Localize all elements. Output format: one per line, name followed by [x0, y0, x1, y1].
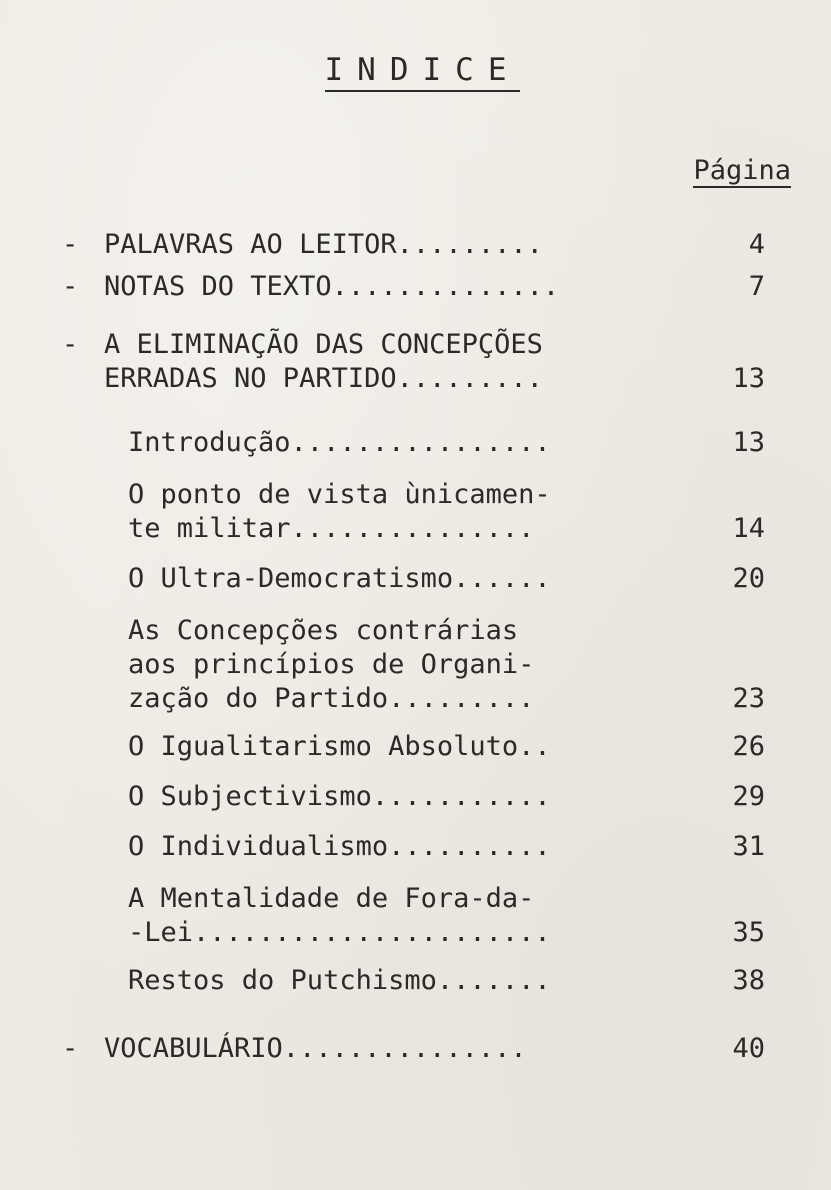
- toc-entry-label: zação do Partido.........: [128, 683, 535, 714]
- toc-entry-label: A ELIMINAÇÃO DAS CONCEPÇÕES: [104, 329, 543, 360]
- toc-entry-label: O ponto de vista ùnicamen-: [128, 479, 551, 510]
- toc-entry-label: PALAVRAS AO LEITOR.........: [104, 229, 543, 260]
- toc-entry-label: -Lei......................: [128, 917, 551, 948]
- toc-entry-page-number: 29: [732, 781, 765, 812]
- toc-entry-label: Restos do Putchismo.......: [128, 965, 551, 996]
- toc-entry-page-number: 20: [732, 563, 765, 594]
- toc-entry-dash: -: [62, 271, 79, 302]
- toc-entry-page-number: 7: [748, 271, 765, 302]
- toc-entry-label: O Ultra-Democratismo......: [128, 563, 551, 594]
- toc-entry-page-number: 40: [732, 1033, 765, 1064]
- toc-entry-label: As Concepções contrárias: [128, 615, 519, 646]
- toc-entry-page-number: 13: [732, 427, 765, 458]
- page-column-header: Página: [693, 155, 791, 186]
- toc-entry-label: O Individualismo..........: [128, 831, 551, 862]
- toc-entry-label: ERRADAS NO PARTIDO.........: [104, 363, 543, 394]
- toc-entry-page-number: 35: [732, 917, 765, 948]
- toc-entry-label: VOCABULÁRIO...............: [104, 1033, 527, 1064]
- toc-entry-page-number: 38: [732, 965, 765, 996]
- index-title: INDICE: [0, 52, 831, 88]
- toc-entry-dash: -: [62, 1033, 79, 1064]
- toc-entry-label: te militar...............: [128, 513, 535, 544]
- toc-entry-label: Introdução................: [128, 427, 551, 458]
- toc-entry-page-number: 13: [732, 363, 765, 394]
- toc-entry-page-number: 23: [732, 683, 765, 714]
- toc-entry-label: A Mentalidade de Fora-da-: [128, 883, 535, 914]
- toc-entry-page-number: 31: [732, 831, 765, 862]
- toc-entry-page-number: 4: [748, 229, 765, 260]
- toc-entry-label: O Subjectivismo...........: [128, 781, 551, 812]
- toc-entry-page-number: 26: [732, 731, 765, 762]
- toc-entry-label: O Igualitarismo Absoluto..: [128, 731, 551, 762]
- toc-entry-dash: -: [62, 229, 79, 260]
- toc-entry-dash: -: [62, 329, 79, 360]
- toc-entry-page-number: 14: [732, 513, 765, 544]
- toc-entry-label: NOTAS DO TEXTO..............: [104, 271, 560, 302]
- toc-entry-label: aos princípios de Organi-: [128, 649, 535, 680]
